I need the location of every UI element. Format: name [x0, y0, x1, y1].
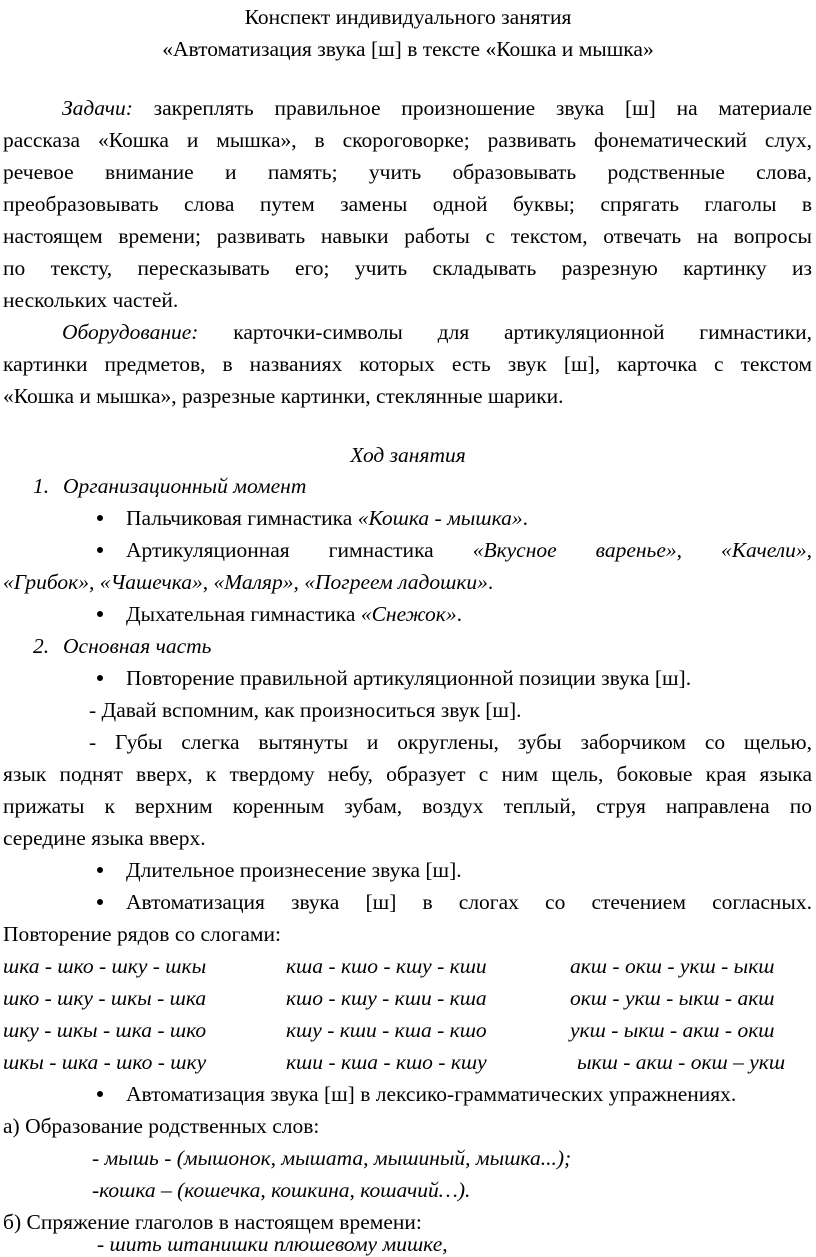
task-a-line-2: -кошка – (кошечка, кошкина, кошачий…).: [92, 1178, 471, 1202]
task-b-title: б) Спряжение глаголов в настоящем времени:: [3, 1210, 422, 1234]
task-a-line-1: - мышь - (мышонок, мышата, мышиный, мышка...);: [92, 1146, 572, 1170]
task-b-line-1: - шить штанишки плюшевому мишке,: [97, 1232, 448, 1256]
bullet-icon: [97, 867, 103, 873]
bullet-icon: [97, 611, 103, 617]
bullet-icon: [97, 675, 103, 681]
syllable-cell: шку - шкы - шка - шко: [3, 1018, 207, 1042]
syllable-cell: кша - кшо - кшу - кши: [286, 954, 487, 978]
syllable-cell: акш - окш - укш - ыкш: [570, 954, 775, 978]
dialog-line-3: язык поднят вверх, к твердому небу, образует с ним щель, боковые края языка: [3, 762, 812, 786]
task-a-title: а) Образование родственных слов:: [3, 1114, 320, 1138]
tasks-line-4: преобразовывать слова путем замены одной буквы; спрягать глаголы в: [3, 192, 812, 216]
syllable-cell: ыкш - акш - окш – укш: [577, 1050, 786, 1074]
syllable-cell: кши - кша - кшо - кшу: [286, 1050, 487, 1074]
syllable-cell: шко - шку - шкы - шка: [3, 986, 207, 1010]
syllable-cell: кшо - кшу - кши - кша: [286, 986, 487, 1010]
equipment-label: Оборудование:: [62, 320, 199, 344]
equipment-line-3: «Кошка и мышка», разрезные картинки, стеклянные шарики.: [3, 384, 564, 408]
repeat-rows-label: Повторение рядов со слогами:: [3, 922, 281, 946]
bullet-icon: [97, 899, 103, 905]
tasks-line-7: нескольких частей.: [3, 288, 179, 312]
doc-title-line2: «Автоматизация звука [ш] в тексте «Кошка и мышка»: [162, 37, 654, 61]
document-page: Конспект индивидуального занятия «Автоматизация звука [ш] в тексте «Кошка и мышка» Задачи: закреплять правильное произношение звука [ш] на материале рассказа «Кошка и мышка», в скороговорке; развивать фонематический слух, речевое внимание и память; учить образовывать родственные слова, преобразовывать слова путем замены одной буквы; спрягать глаголы в настоящем времени; развивать навыки работы с текстом, отвечать на вопросы по тексту, пересказывать его; учить складывать разрезную картинку из нескольких частей. Оборудование: карточки-символы для артикуляционной гимнастики, картинки предметов, в названиях которых есть звук [ш], карточка с текстом «Кошка и мышка», разрезные картинки, стеклянные шарики. Ход занятия 1. Организационный момент Пальчиковая гимнастика «Кошка - мышка». Артикуляционная гимнастика «Вкусное варенье», «Качели», «Грибок», «Чашечка», «Маляр», «Погреем ладошки». Дыхательная гимнастика «Снежок». 2. Основная часть Повторение правильной артикуляционной позиции звука [ш]. - Давай вспомним, как произноситься звук [ш]. - Губы слегка вытянуты и округлены, зубы заборчиком со щелью, язык поднят вверх, к твердому небу, образует с ним щель, боковые края языка прижаты к верхним коренным зубам, воздух теплый, струя направлена по середине языка вверх. Длительное произнесение звука [ш]. Автоматизация звука [ш] в слогах со стечением согласных. Повторение рядов со слогами: шка - шко - шку - шкы кша - кшо - кшу - кши акш - окш - укш - ыкш шко - шку - шкы - шка кшо - кшу - кши - кша окш - укш - ыкш - акш шку - шкы - шка - шко кшу - кши - кша - кшо укш - ыкш - акш - окш шкы - шка - шко - шку кши - кша - кшо - кшу ыкш - акш - окш – укш Автоматизация звука [ш] в лексико-грамматических упражнениях. а) Образование родственных слов: - мышь - (мышонок, мышата, мышиный, мышка...); -кошка – (кошечка, кошкина, кошачий…). б) Спряжение глаголов в настоящем времени: - шить штанишки плюшевому мишке,: [0, 0, 816, 1257]
syllable-cell: укш - ыкш - акш - окш: [570, 1018, 775, 1042]
syllable-cell: окш - укш - ыкш - акш: [570, 986, 775, 1010]
section1-title: Организационный момент: [63, 474, 307, 498]
section2-number: 2.: [33, 634, 50, 658]
doc-title-line1: Конспект индивидуального занятия: [244, 5, 572, 29]
section1-number: 1.: [33, 474, 50, 498]
tasks-line-3: речевое внимание и память; учить образовывать родственные слова,: [3, 160, 812, 184]
artic-gymnastics-cont: «Грибок», «Чашечка», «Маляр», «Погреем ладошки».: [3, 570, 494, 594]
bullet-icon: [97, 1091, 103, 1097]
tasks-label: Задачи:: [62, 96, 133, 120]
dialog-line-1: - Давай вспомним, как произноситься звук [ш].: [89, 698, 522, 722]
syllable-cell: шкы - шка - шко - шку: [3, 1050, 207, 1074]
equipment-line-1: Оборудование: карточки-символы для артикуляционной гимнастики,: [62, 320, 812, 344]
tasks-line-2: рассказа «Кошка и мышка», в скороговорке; развивать фонематический слух,: [3, 128, 812, 152]
dialog-line-4: прижаты к верхним коренным зубам, воздух теплый, струя направлена по: [3, 794, 812, 818]
equipment-line-2: картинки предметов, в названиях которых есть звук [ш], карточка с текстом: [3, 352, 812, 376]
section2-title: Основная часть: [63, 634, 212, 658]
tasks-line-5: настоящем времени; развивать навыки работы с текстом, отвечать на вопросы: [3, 224, 812, 248]
dialog-line-5: середине языка вверх.: [3, 826, 206, 850]
course-heading: Ход занятия: [350, 443, 466, 467]
bullet-icon: [97, 515, 103, 521]
dialog-line-2: - Губы слегка вытянуты и округлены, зубы заборчиком со щелью,: [89, 730, 812, 754]
tasks-line-6: по тексту, пересказывать его; учить складывать разрезную картинку из: [3, 256, 812, 280]
syllable-cell: шка - шко - шку - шкы: [3, 954, 207, 978]
bullet-icon: [97, 547, 103, 553]
syllable-cell: кшу - кши - кша - кшо: [286, 1018, 487, 1042]
tasks-line-1: Задачи: закреплять правильное произношение звука [ш] на материале: [62, 96, 812, 120]
